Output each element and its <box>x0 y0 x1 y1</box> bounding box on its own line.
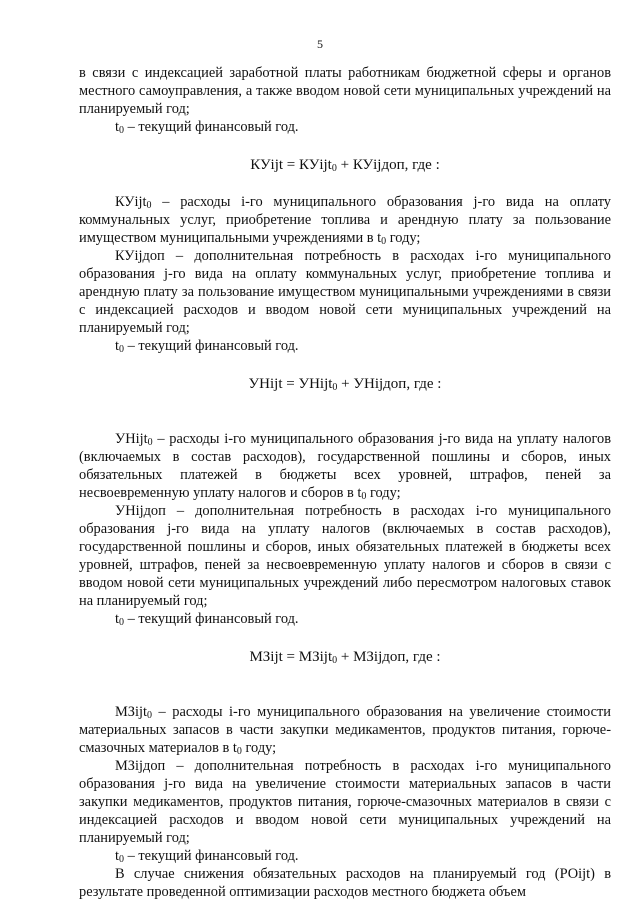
formula-mz: МЗijt = МЗijt$_0$ + МЗijдоп, где : <box>249 649 441 666</box>
formula-ku: КУijt = КУijt$_0$ + КУijдоп, где : <box>250 157 440 174</box>
formula-un: УНijt = УНijt$_0$ + УНijдоп, где : <box>248 376 442 393</box>
definition-mz-dop: МЗijдоп – дополнительная потребность в расходах i-го муниципального образования j-го вида на увеличение стоимости материальных запасов в части закупки медикаментов, продуктов питания, горюче-смазочных материалов в связи с индексацией расходов и вводом новой сети муниципальных учреждений на планируемый год; <box>79 758 611 846</box>
definition-ku-dop: КУijдоп – дополнительная потребность в расходах i-го муниципального образования j-го вида на оплату коммунальных услуг, приобретение топлива и арендную плату за пользование имуществом муниципальными учреждениями в связи с индексацией расходов и вводом новой сети муниципальных учреждений на планируемый год; <box>79 248 611 336</box>
definition-un: УНijt$_0$ – расходы i-го муниципального образования j-го вида на уплату налогов (включаемых в состав расходов), государственной пошлины и сборов, иных обязательных платежей в бюджеты всех уровней, штрафов, пеней за несвоевременную уплату налогов и сборов в $t_0$ году; <box>79 431 611 502</box>
t0-definition-3: $t_0$ – текущий финансовый год. <box>115 611 299 628</box>
definition-ku: КУijt$_0$ – расходы i-го муниципального образования j-го вида на оплату коммунальных услуг, приобретение топлива и арендную плату за пользование имуществом муниципальными учреждениями в $t_0$ году; <box>79 194 611 247</box>
t0-definition-4: $t_0$ – текущий финансовый год. <box>115 848 299 865</box>
definition-un-dop: УНijдоп – дополнительная потребность в расходах i-го муниципального образования j-го вида на уплату налогов (включаемых в состав расходов), государственной пошлины и сборов, иных обязательных платежей в бюджеты всех уровней, штрафов, пеней за несвоевременную уплату налогов и сборов в связи с вводом новой сети муниципальных учреждений либо пересмотром налоговых ставок на планируемый год; <box>79 503 611 609</box>
paragraph-reduction: В случае снижения обязательных расходов на планируемый год (РОijt) в результате проведенной оптимизации расходов местного бюджета объем <box>79 866 611 900</box>
paragraph-indexation-tail: в связи с индексацией заработной платы работникам бюджетной сферы и органов местного самоуправления, а также вводом новой сети муниципальных учреждений на планируемый год; <box>79 65 611 117</box>
page-content <box>79 64 611 901</box>
page-number: 5 <box>317 37 323 51</box>
t0-definition-1: $t_0$ – текущий финансовый год. <box>115 119 299 136</box>
definition-mz: МЗijt$_0$ – расходы i-го муниципального образования на увеличение стоимости материальных запасов в части закупки медикаментов, продуктов питания, горюче-смазочных материалов в $t_0$ году; <box>79 704 611 757</box>
t0-definition-2: $t_0$ – текущий финансовый год. <box>115 338 299 355</box>
